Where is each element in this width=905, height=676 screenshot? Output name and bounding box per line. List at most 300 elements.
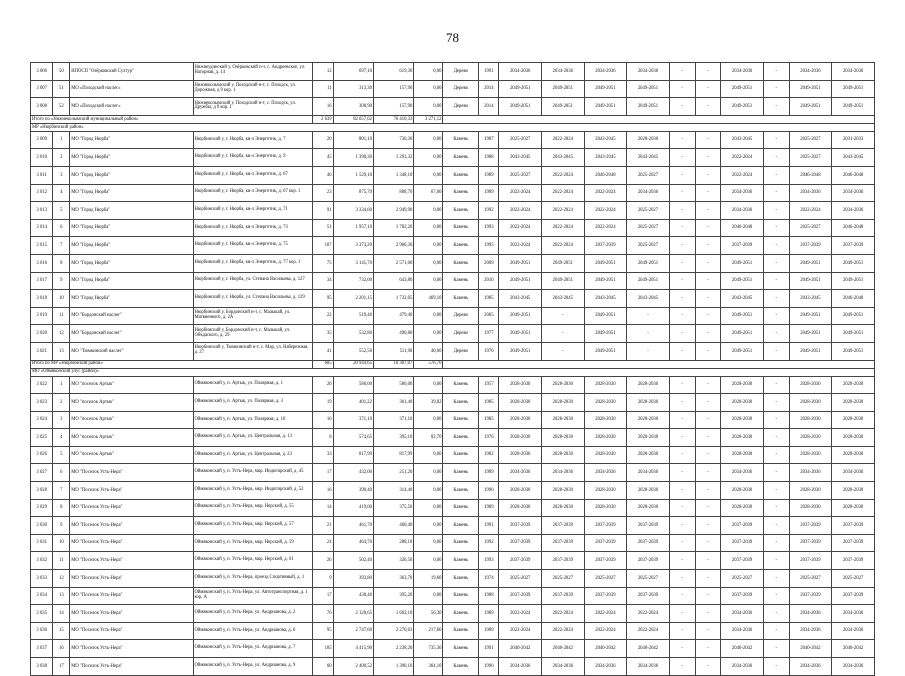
period-6: - bbox=[695, 570, 721, 588]
period-8: - bbox=[763, 376, 789, 394]
period-10: 2049-2051 bbox=[832, 80, 875, 98]
period-5: - bbox=[669, 149, 695, 167]
address: Оймяконский у, п. Артык, ул. Центральная, д. 13 bbox=[193, 429, 313, 447]
period-9: 2046-2048 bbox=[789, 166, 832, 184]
total-area: 1 390,30 bbox=[333, 149, 373, 167]
period-2: 2037-2039 bbox=[542, 552, 585, 570]
period-9: 2028-2030 bbox=[789, 429, 832, 447]
period-5: - bbox=[669, 552, 695, 570]
row-id: 3 011 bbox=[31, 166, 53, 184]
table-row bbox=[31, 499, 875, 517]
period-10: 2028-2030 bbox=[832, 499, 875, 517]
wall-material: Камень bbox=[443, 376, 479, 394]
build-year: 1992 bbox=[479, 534, 499, 552]
row-id: 3 036 bbox=[31, 622, 53, 640]
owner-name: МО "Поселок Усть-Нера" bbox=[70, 587, 193, 605]
period-5: - bbox=[669, 517, 695, 535]
row-number: 52 bbox=[53, 98, 70, 116]
address: Нюрбинский у, г. Нюрба, кв-л Энергетик, д. 67 кор. 1 bbox=[193, 184, 313, 202]
period-8: - bbox=[763, 429, 789, 447]
period-8: - bbox=[763, 517, 789, 535]
row-number: 9 bbox=[53, 272, 70, 290]
row-number: 10 bbox=[53, 534, 70, 552]
living-area: 157,90 bbox=[373, 80, 413, 98]
period-5: - bbox=[669, 622, 695, 640]
living-area: 288,10 bbox=[373, 534, 413, 552]
owner-name: МО "Город Нюрба" bbox=[70, 272, 193, 290]
period-9: 2037-2039 bbox=[789, 587, 832, 605]
address: Нюрбинский у, г. Нюрба, кв-л Энергетик, д. 77 кор. 1 bbox=[193, 254, 313, 272]
nonresidential-area: 364,10 bbox=[414, 658, 443, 676]
period-1: 2028-2030 bbox=[499, 394, 542, 412]
living-area: 460,40 bbox=[373, 517, 413, 535]
total-area: 419,00 bbox=[333, 499, 373, 517]
wall-material: Дерево bbox=[443, 98, 479, 116]
table-row bbox=[31, 98, 875, 116]
period-10: 2037-2039 bbox=[832, 517, 875, 535]
table-row bbox=[31, 482, 875, 500]
period-9: 2034-2036 bbox=[789, 622, 832, 640]
build-year: 1974 bbox=[479, 570, 499, 588]
period-3: 2037-2039 bbox=[584, 517, 627, 535]
period-3: 2043-2045 bbox=[584, 290, 627, 308]
row-id: 3 022 bbox=[31, 376, 53, 394]
address: Нюрбинский у, г. Нюрба, кв-л Энергетик, д. 73 bbox=[193, 219, 313, 237]
total-area: 3 373,20 bbox=[333, 237, 373, 255]
wall-material: Камень bbox=[443, 622, 479, 640]
apartments-count: 17 bbox=[313, 464, 333, 482]
owner-name: МО "Поселок Усть-Нера" bbox=[70, 640, 193, 658]
period-7: 2049-2051 bbox=[721, 325, 764, 343]
wall-material: Камень bbox=[443, 149, 479, 167]
apartments-count: 34 bbox=[313, 272, 333, 290]
period-10: 2034-2036 bbox=[832, 622, 875, 640]
period-6: - bbox=[695, 499, 721, 517]
period-7: 2037-2039 bbox=[721, 517, 764, 535]
total-label: Итого по «Нижнеколымский муниципальный район» bbox=[31, 115, 313, 123]
table-row bbox=[31, 534, 875, 552]
period-4: 2025-2027 bbox=[627, 219, 670, 237]
owner-name: МО "Город Нюрба" bbox=[70, 166, 193, 184]
period-7: 2046-2048 bbox=[721, 219, 764, 237]
build-year: 1989 bbox=[479, 499, 499, 517]
period-6: - bbox=[695, 219, 721, 237]
row-number: 1 bbox=[53, 376, 70, 394]
period-10: 2049-2051 bbox=[832, 272, 875, 290]
row-id: 3 019 bbox=[31, 307, 53, 325]
owner-name: МО "Поселок Усть-Нера" bbox=[70, 622, 193, 640]
living-area: 314,40 bbox=[373, 482, 413, 500]
build-year: 1985 bbox=[479, 411, 499, 429]
period-3: 2037-2039 bbox=[584, 552, 627, 570]
apartments-count: 60 bbox=[313, 658, 333, 676]
period-3: 2034-2036 bbox=[584, 63, 627, 81]
period-1: 2049-2051 bbox=[499, 80, 542, 98]
period-7: 2049-2051 bbox=[721, 98, 764, 116]
apartments-count: 21 bbox=[313, 517, 333, 535]
nonresidential-area: 0,00 bbox=[414, 411, 443, 429]
period-2: 2028-2030 bbox=[542, 499, 585, 517]
period-6: - bbox=[695, 394, 721, 412]
apartments-count: 51 bbox=[313, 219, 333, 237]
period-2: 2022-2024 bbox=[542, 202, 585, 220]
owner-name: МО "поселок Артык" bbox=[70, 429, 193, 447]
table-row bbox=[31, 587, 875, 605]
period-7: 2049-2051 bbox=[721, 80, 764, 98]
period-5: - bbox=[669, 587, 695, 605]
period-4: 2028-2030 bbox=[627, 411, 670, 429]
build-year: 1995 bbox=[479, 237, 499, 255]
period-3: 2034-2036 bbox=[584, 464, 627, 482]
period-3: 2049-2051 bbox=[584, 342, 627, 360]
period-3: 2049-2051 bbox=[584, 254, 627, 272]
period-1: 2040-2042 bbox=[499, 640, 542, 658]
row-id: 3 029 bbox=[31, 499, 53, 517]
nonresidential-area: 82,70 bbox=[414, 429, 443, 447]
period-6: - bbox=[695, 307, 721, 325]
period-7: 2022-2024 bbox=[721, 166, 764, 184]
address: Нюрбинский у, Бордонский н-т, с. Малыкай, ул. Матвиенкого, д. 2А bbox=[193, 307, 313, 325]
table-row bbox=[31, 570, 875, 588]
row-id: 3 035 bbox=[31, 605, 53, 623]
build-year: 2009 bbox=[479, 254, 499, 272]
period-10: 2031-2033 bbox=[832, 131, 875, 149]
period-9: 2049-2051 bbox=[789, 80, 832, 98]
living-area: 2 966,30 bbox=[373, 237, 413, 255]
period-9: 2028-2030 bbox=[789, 499, 832, 517]
address: Оймяконский у, п. Артык, ул. Полярная, д. 3 bbox=[193, 394, 313, 412]
period-6: - bbox=[695, 587, 721, 605]
period-9: 2028-2030 bbox=[789, 446, 832, 464]
period-4: 2028-2030 bbox=[627, 376, 670, 394]
wall-material: Камень bbox=[443, 394, 479, 412]
period-3: 2025-2027 bbox=[584, 570, 627, 588]
owner-name: МО "Бордонский наслег" bbox=[70, 307, 193, 325]
period-1: 2025-2027 bbox=[499, 131, 542, 149]
period-7: 2043-2045 bbox=[721, 290, 764, 308]
owner-name: МО "Бордонский наслег" bbox=[70, 325, 193, 343]
period-5: - bbox=[669, 272, 695, 290]
period-8: - bbox=[763, 131, 789, 149]
period-10: 2037-2039 bbox=[832, 237, 875, 255]
address: Нюрбинский у, Бордонский н-т, с. Малыкай, ул. Объдаского, д. 29 bbox=[193, 325, 313, 343]
apartments-count: 76 bbox=[313, 605, 333, 623]
total-floors: 685 bbox=[313, 360, 333, 368]
period-5: - bbox=[669, 166, 695, 184]
period-6: - bbox=[695, 517, 721, 535]
period-9: 2037-2039 bbox=[789, 517, 832, 535]
period-3: 2028-2030 bbox=[584, 482, 627, 500]
period-8: - bbox=[763, 290, 789, 308]
owner-name: МО "Город Нюрба" bbox=[70, 254, 193, 272]
period-6: - bbox=[695, 80, 721, 98]
period-5: - bbox=[669, 429, 695, 447]
period-2: 2034-2036 bbox=[542, 658, 585, 676]
period-6: - bbox=[695, 166, 721, 184]
apartments-count: 16 bbox=[313, 98, 333, 116]
owner-name: МО "поселок Артык" bbox=[70, 411, 193, 429]
period-3: 2028-2030 bbox=[584, 429, 627, 447]
living-area: 2 571,00 bbox=[373, 254, 413, 272]
wall-material: Камень bbox=[443, 570, 479, 588]
wall-material: Камень bbox=[443, 587, 479, 605]
total-area: 2 120,65 bbox=[333, 605, 373, 623]
period-5: - bbox=[669, 342, 695, 360]
period-8: - bbox=[763, 570, 789, 588]
period-8: - bbox=[763, 237, 789, 255]
total-area: 502,40 bbox=[333, 552, 373, 570]
period-4: 2034-2036 bbox=[627, 658, 670, 676]
address: Нюрбинский у, г. Нюрба, ул. Степана Васильева, д. 127 bbox=[193, 272, 313, 290]
address: Нюрбинский у, Тюмкинский н-т, с. Мар, ул. Набережная, д. 27 bbox=[193, 342, 313, 360]
address: Нижнеколымский у. Походский н-т, с. Походск, ул. Дорожная, д 9 кор. 1 bbox=[193, 80, 313, 98]
row-number: 5 bbox=[53, 202, 70, 220]
row-id: 3 018 bbox=[31, 290, 53, 308]
period-1: 2049-2051 bbox=[499, 342, 542, 360]
period-10: 2034-2036 bbox=[832, 464, 875, 482]
period-5: - bbox=[669, 570, 695, 588]
owner-name: МО "поселок Артык" bbox=[70, 376, 193, 394]
period-6: - bbox=[695, 272, 721, 290]
period-7: 2037-2039 bbox=[721, 552, 764, 570]
period-4: 2034-2036 bbox=[627, 63, 670, 81]
wall-material: Камень bbox=[443, 446, 479, 464]
table-row bbox=[31, 80, 875, 98]
total-area: 2 400,52 bbox=[333, 658, 373, 676]
row-id: 3 034 bbox=[31, 587, 53, 605]
total-area: 875,70 bbox=[333, 184, 373, 202]
period-4: 2043-2045 bbox=[627, 290, 670, 308]
period-8: - bbox=[763, 587, 789, 605]
wall-material: Камень bbox=[443, 272, 479, 290]
period-1: 2034-2036 bbox=[499, 63, 542, 81]
build-year: 1957 bbox=[479, 376, 499, 394]
apartments-count: 16 bbox=[313, 411, 333, 429]
build-year: 1987 bbox=[479, 131, 499, 149]
build-year: 1991 bbox=[479, 63, 499, 81]
living-area: 619,30 bbox=[373, 63, 413, 81]
nonresidential-area: 0,00 bbox=[414, 376, 443, 394]
total-label: Итого по МР «Нюрбинский район» bbox=[31, 360, 313, 368]
page-number: 78 bbox=[446, 30, 459, 45]
table-row bbox=[31, 254, 875, 272]
period-1: 2028-2030 bbox=[499, 411, 542, 429]
owner-name: МО "Поселок Усть-Нера" bbox=[70, 482, 193, 500]
build-year: 2014 bbox=[479, 98, 499, 116]
period-3: 2037-2039 bbox=[584, 534, 627, 552]
living-area: 2 238,20 bbox=[373, 640, 413, 658]
address: Оймяконский у, п. Усть-Нера, мкр. Индигирский, д. 52 bbox=[193, 482, 313, 500]
period-10: 2040-2042 bbox=[832, 640, 875, 658]
period-2: 2022-2024 bbox=[542, 184, 585, 202]
period-5: - bbox=[669, 411, 695, 429]
owner-name: МО "Поселок Усть-Нера" bbox=[70, 605, 193, 623]
row-number: 5 bbox=[53, 446, 70, 464]
period-1: 2037-2039 bbox=[499, 534, 542, 552]
nonresidential-area: 0,00 bbox=[414, 587, 443, 605]
period-9: 2025-2027 bbox=[789, 219, 832, 237]
address: Нюрбинский у, г. Нюрба, кв-л Энергетик, д. 71 bbox=[193, 202, 313, 220]
period-8: - bbox=[763, 202, 789, 220]
total-area: 532,80 bbox=[333, 325, 373, 343]
apartments-count: 19 bbox=[313, 394, 333, 412]
period-3: 2040-2042 bbox=[584, 640, 627, 658]
build-year: 1990 bbox=[479, 482, 499, 500]
period-5: - bbox=[669, 376, 695, 394]
total-area: 1 529,10 bbox=[333, 166, 373, 184]
period-6: - bbox=[695, 202, 721, 220]
wall-material: Камень bbox=[443, 290, 479, 308]
nonresidential-area: 0,00 bbox=[414, 534, 443, 552]
period-3: 2037-2039 bbox=[584, 587, 627, 605]
row-number: 4 bbox=[53, 184, 70, 202]
wall-material: Камень bbox=[443, 131, 479, 149]
section-header-row bbox=[31, 368, 875, 376]
row-id: 3 007 bbox=[31, 80, 53, 98]
period-10: 2028-2030 bbox=[832, 411, 875, 429]
period-6: - bbox=[695, 131, 721, 149]
total-area: 371,10 bbox=[333, 411, 373, 429]
section-header-row bbox=[31, 123, 875, 131]
period-7: 2040-2042 bbox=[721, 640, 764, 658]
build-year: 2005 bbox=[479, 307, 499, 325]
period-10: 2028-2030 bbox=[832, 429, 875, 447]
period-9: 2022-2024 bbox=[789, 202, 832, 220]
living-area: 251,20 bbox=[373, 464, 413, 482]
period-9: 2049-2051 bbox=[789, 98, 832, 116]
table-row bbox=[31, 272, 875, 290]
period-2: 2025-2027 bbox=[542, 570, 585, 588]
period-5: - bbox=[669, 98, 695, 116]
period-9: 2049-2051 bbox=[789, 342, 832, 360]
period-3: 2028-2030 bbox=[584, 446, 627, 464]
table-row bbox=[31, 552, 875, 570]
period-1: 2034-2036 bbox=[499, 464, 542, 482]
period-4: 2028-2030 bbox=[627, 131, 670, 149]
table-row bbox=[31, 622, 875, 640]
period-9: 2034-2036 bbox=[789, 464, 832, 482]
period-8: - bbox=[763, 63, 789, 81]
owner-name: МО "Город Нюрба" bbox=[70, 219, 193, 237]
period-2: 2049-2051 bbox=[542, 272, 585, 290]
period-6: - bbox=[695, 149, 721, 167]
period-3: 2028-2030 bbox=[584, 411, 627, 429]
wall-material: Камень bbox=[443, 482, 479, 500]
period-6: - bbox=[695, 429, 721, 447]
nonresidential-area: 56,30 bbox=[414, 605, 443, 623]
period-2: 2022-2024 bbox=[542, 622, 585, 640]
row-number: 11 bbox=[53, 307, 70, 325]
period-9: 2049-2051 bbox=[789, 272, 832, 290]
period-6: - bbox=[695, 446, 721, 464]
total-living: 76 410,33 bbox=[373, 115, 413, 123]
period-7: 2034-2036 bbox=[721, 184, 764, 202]
living-area: 395,10 bbox=[373, 429, 413, 447]
period-8: - bbox=[763, 605, 789, 623]
period-10: 2049-2051 bbox=[832, 307, 875, 325]
nonresidential-area: 0,00 bbox=[414, 464, 443, 482]
apartments-count: 26 bbox=[313, 552, 333, 570]
row-id: 3 020 bbox=[31, 325, 53, 343]
total-area: 2 747,60 bbox=[333, 622, 373, 640]
row-id: 3 031 bbox=[31, 534, 53, 552]
table-row bbox=[31, 517, 875, 535]
period-4: 2037-2039 bbox=[627, 517, 670, 535]
build-year: 1992 bbox=[479, 202, 499, 220]
row-number: 11 bbox=[53, 552, 70, 570]
period-9: 2037-2039 bbox=[789, 534, 832, 552]
period-2: 2028-2030 bbox=[542, 429, 585, 447]
living-area: 1 602,10 bbox=[373, 605, 413, 623]
period-6: - bbox=[695, 605, 721, 623]
living-area: 730,30 bbox=[373, 131, 413, 149]
row-number: 16 bbox=[53, 640, 70, 658]
period-4: 2025-2027 bbox=[627, 166, 670, 184]
owner-name: МО "Поселок Усть-Нера" bbox=[70, 570, 193, 588]
period-8: - bbox=[763, 219, 789, 237]
wall-material: Камень bbox=[443, 640, 479, 658]
period-2: 2049-2051 bbox=[542, 80, 585, 98]
period-10: 2034-2036 bbox=[832, 658, 875, 676]
table-row bbox=[31, 202, 875, 220]
address: Нюрбинский у, г. Нюрба, кв-л Энергетик, д. 67 bbox=[193, 166, 313, 184]
table-row bbox=[31, 658, 875, 676]
build-year: 1993 bbox=[479, 552, 499, 570]
living-area: 1 293,32 bbox=[373, 149, 413, 167]
period-7: 2022-2024 bbox=[721, 149, 764, 167]
period-3: 2046-2048 bbox=[584, 166, 627, 184]
build-year: 1977 bbox=[479, 325, 499, 343]
period-1: 2022-2024 bbox=[499, 622, 542, 640]
period-6: - bbox=[695, 325, 721, 343]
period-5: - bbox=[669, 446, 695, 464]
period-4: 2028-2030 bbox=[627, 394, 670, 412]
period-4: 2025-2027 bbox=[627, 237, 670, 255]
period-9: 2049-2051 bbox=[789, 254, 832, 272]
period-6: - bbox=[695, 411, 721, 429]
row-number: 12 bbox=[53, 325, 70, 343]
period-9: 2028-2030 bbox=[789, 394, 832, 412]
period-9: 2034-2036 bbox=[789, 184, 832, 202]
period-7: 2028-2030 bbox=[721, 446, 764, 464]
table-row bbox=[31, 342, 875, 360]
period-4: 2034-2036 bbox=[627, 184, 670, 202]
address: Оймяконский у, п. Артык, ул. Полярная, д. 10 bbox=[193, 411, 313, 429]
row-number: 1 bbox=[53, 131, 70, 149]
period-4: 2025-2027 bbox=[627, 202, 670, 220]
table-row bbox=[31, 464, 875, 482]
period-3: 2022-2024 bbox=[584, 202, 627, 220]
living-area: 157,90 bbox=[373, 98, 413, 116]
build-year: 1988 bbox=[479, 587, 499, 605]
period-6: - bbox=[695, 184, 721, 202]
living-area: 586,00 bbox=[373, 376, 413, 394]
owner-name: МО "Поселок Усть-Нера" bbox=[70, 534, 193, 552]
total-area: 3 334,60 bbox=[333, 202, 373, 220]
row-number: 3 bbox=[53, 166, 70, 184]
row-id: 3 027 bbox=[31, 464, 53, 482]
period-1: 2043-2045 bbox=[499, 149, 542, 167]
total-area: 313,30 bbox=[333, 80, 373, 98]
row-number: 10 bbox=[53, 290, 70, 308]
total-area: 432,00 bbox=[333, 464, 373, 482]
period-10: 2028-2030 bbox=[832, 446, 875, 464]
period-5: - bbox=[669, 534, 695, 552]
nonresidential-area: 0,00 bbox=[414, 149, 443, 167]
total-area: 308,90 bbox=[333, 98, 373, 116]
address: Оймяконский у, п. Усть-Нера, мкр. Нерский, д. 59 bbox=[193, 534, 313, 552]
wall-material: Камень bbox=[443, 184, 479, 202]
